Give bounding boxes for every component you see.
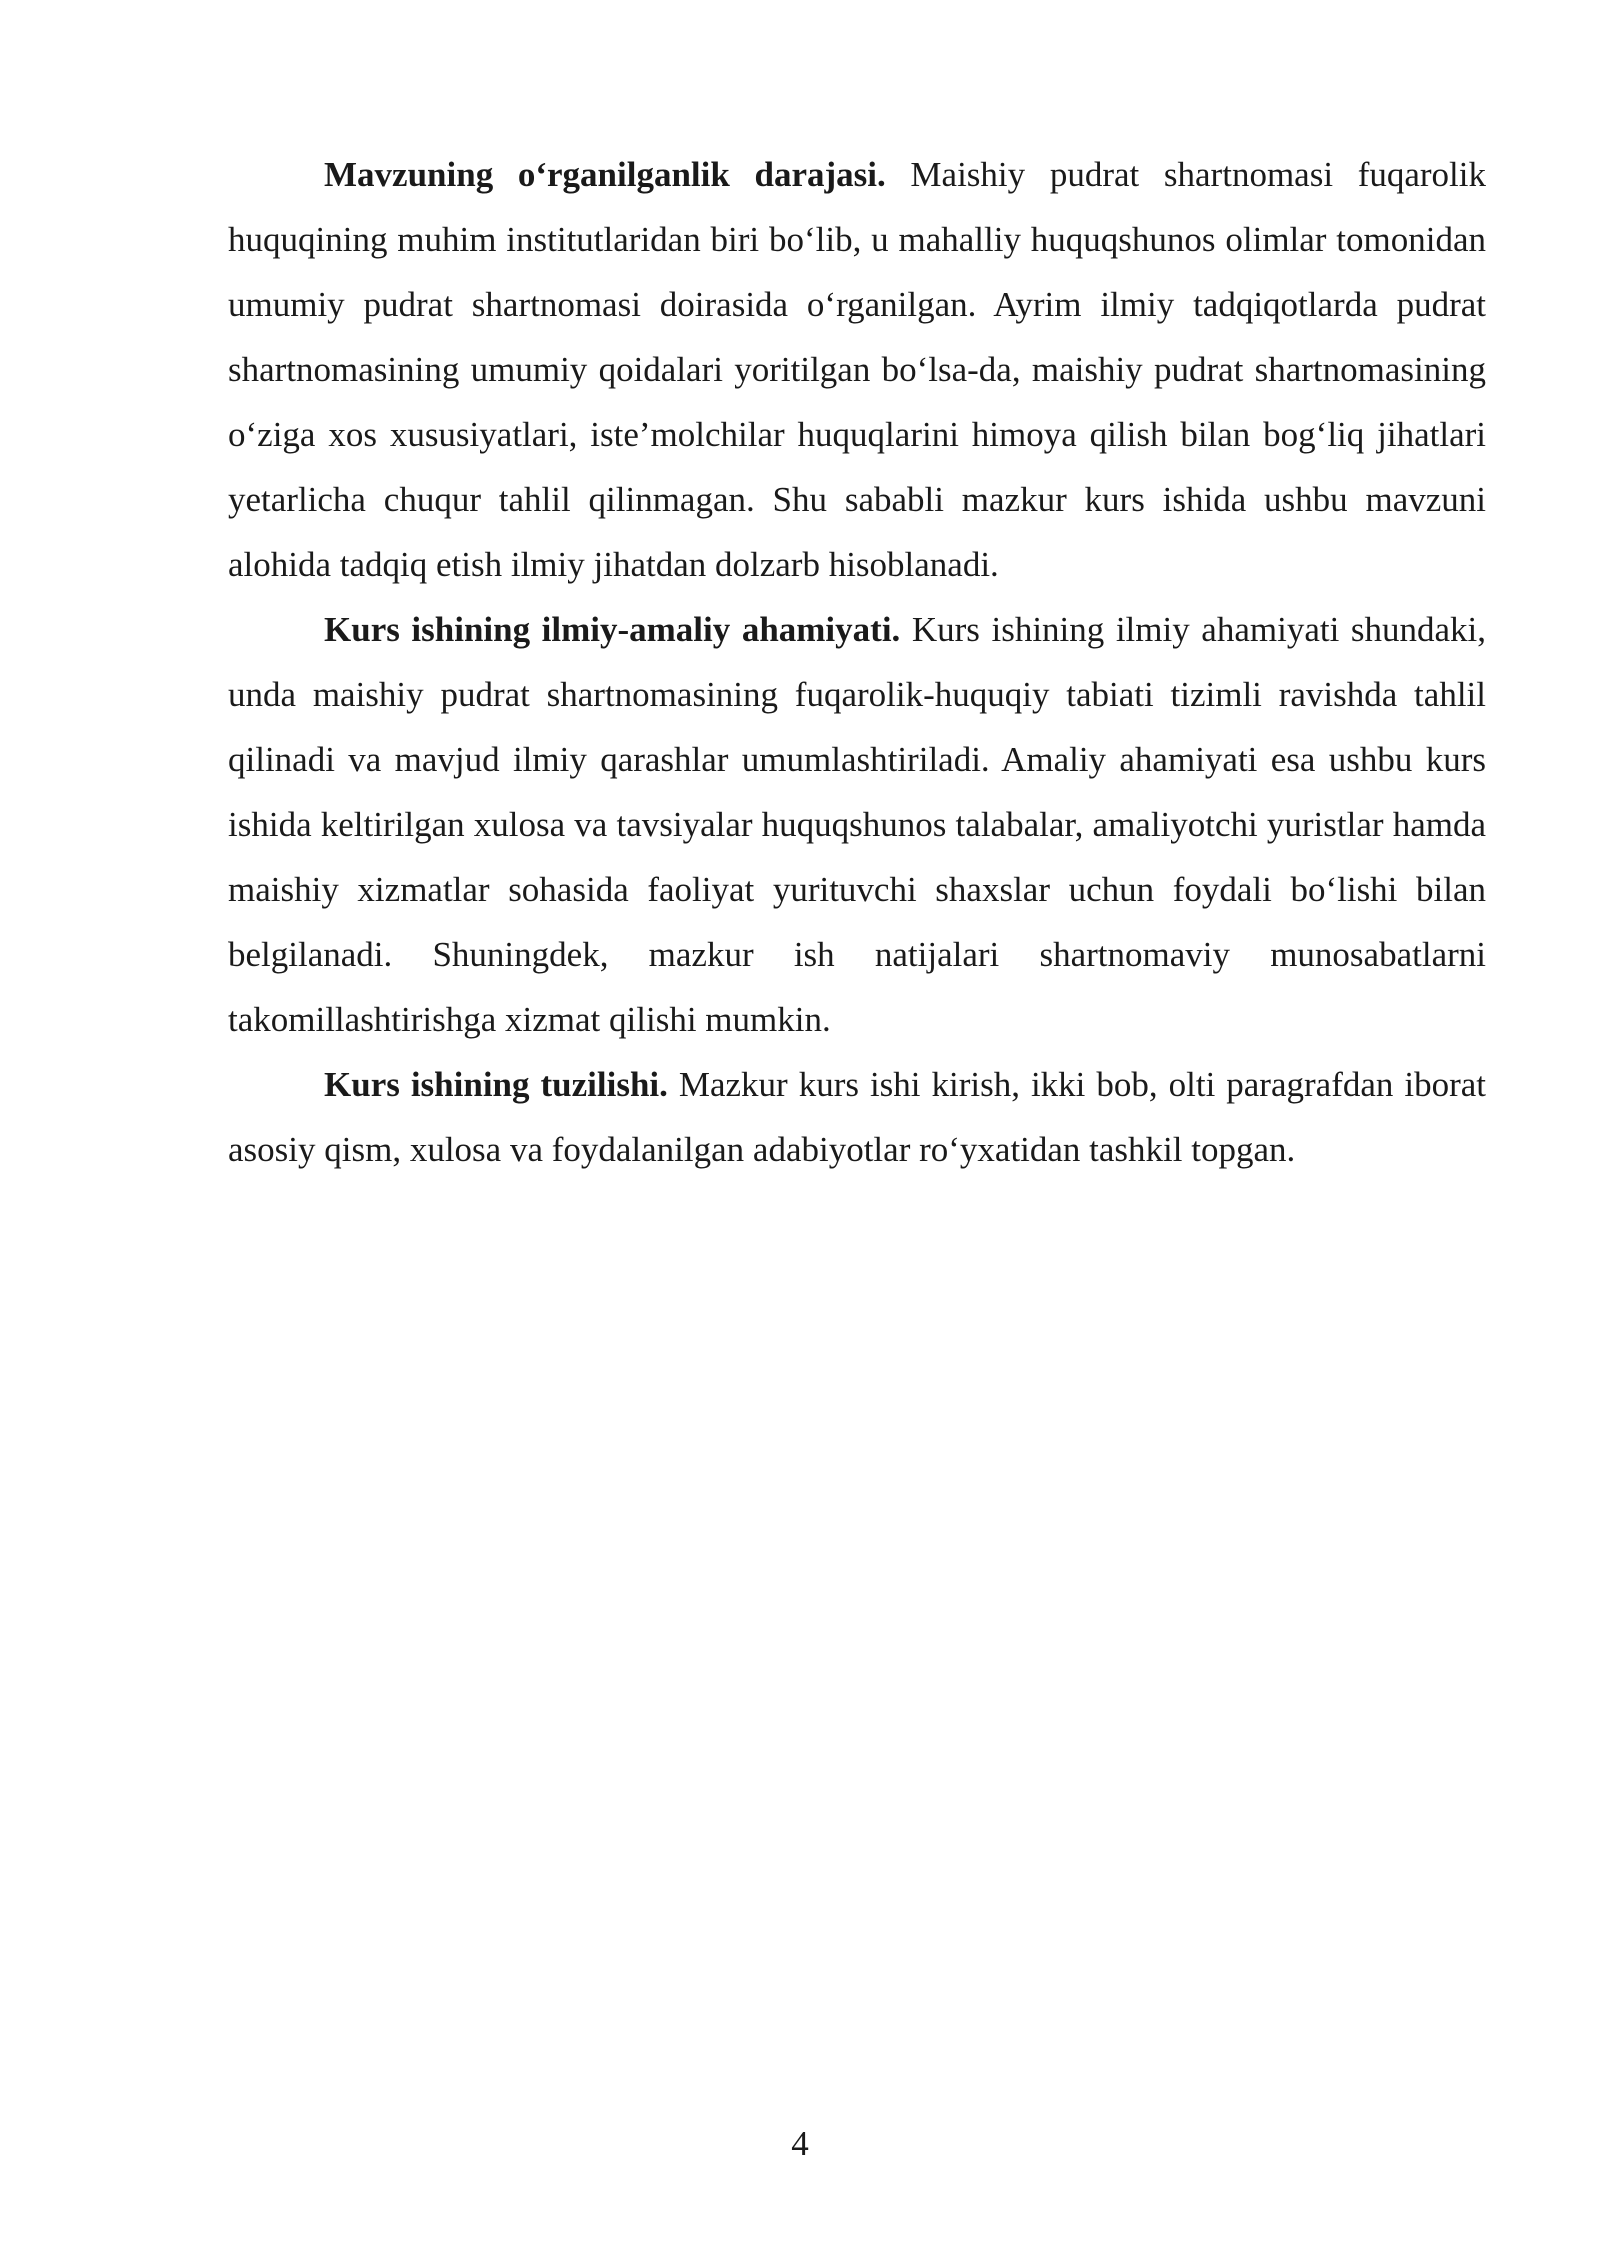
paragraph-study-level: [228, 142, 1486, 597]
paragraph-text: Mazkur kurs ishi kirish, ikki bob, olti paragrafdan iborat asosiy qism, xulosa va foydalanilgan adabiyotlar ro‘yxatidan tashkil topgan.: [228, 1065, 1487, 1169]
page-number: 4: [791, 2124, 809, 2163]
paragraph-significance: [228, 597, 1486, 1052]
paragraph-text: Kurs ishining ilmiy ahamiyati shundaki, unda maishiy pudrat shartnomasining fuqarolik-huquqiy tabiati tizimli ravishda tahlil qilinadi va mavjud ilmiy qarashlar umumlashtiriladi. Amaliy ahamiyati esa ushbu kurs ishida keltirilgan xulosa va tavsiyalar huquqshunos talabalar, amaliyotchi yuristlar hamda maishiy xizmatlar sohasida faoliyat yurituvchi shaxslar uchun foydali bo‘lishi bilan belgilanadi. Shuningdek, mazkur ish natijalari shartnomaviy munosabatlarni takomillashtirishga xizmat qilishi mumkin.: [228, 610, 1486, 1039]
paragraph-text: Maishiy pudrat shartnomasi fuqarolik huquqining muhim institutlaridan biri bo‘lib, u mahalliy huquqshunos olimlar tomonidan umumiy pudrat shartnomasi doirasida o‘rganilgan. Ayrim ilmiy tadqiqotlarda pudrat shartnomasining umumiy qoidalari yoritilgan bo‘lsa-da, maishiy pudrat shartnomasining o‘ziga xos xususiyatlari, iste’molchilar huquqlarini himoya qilish bilan bog‘liq jihatlari yetarlicha chuqur tahlil qilinmagan. Shu sababli mazkur kurs ishida ushbu mavzuni alohida tadqiq etish ilmiy jihatdan dolzarb hisoblanadi.: [228, 155, 1487, 584]
paragraph-structure: [228, 1052, 1486, 1182]
document-body: [228, 142, 1486, 1182]
paragraph-heading: Kurs ishining tuzilishi.: [324, 1065, 668, 1104]
paragraph-heading: Kurs ishining ilmiy-amaliy ahamiyati.: [324, 610, 901, 649]
paragraph-heading: Mavzuning o‘rganilganlik darajasi.: [324, 155, 886, 194]
